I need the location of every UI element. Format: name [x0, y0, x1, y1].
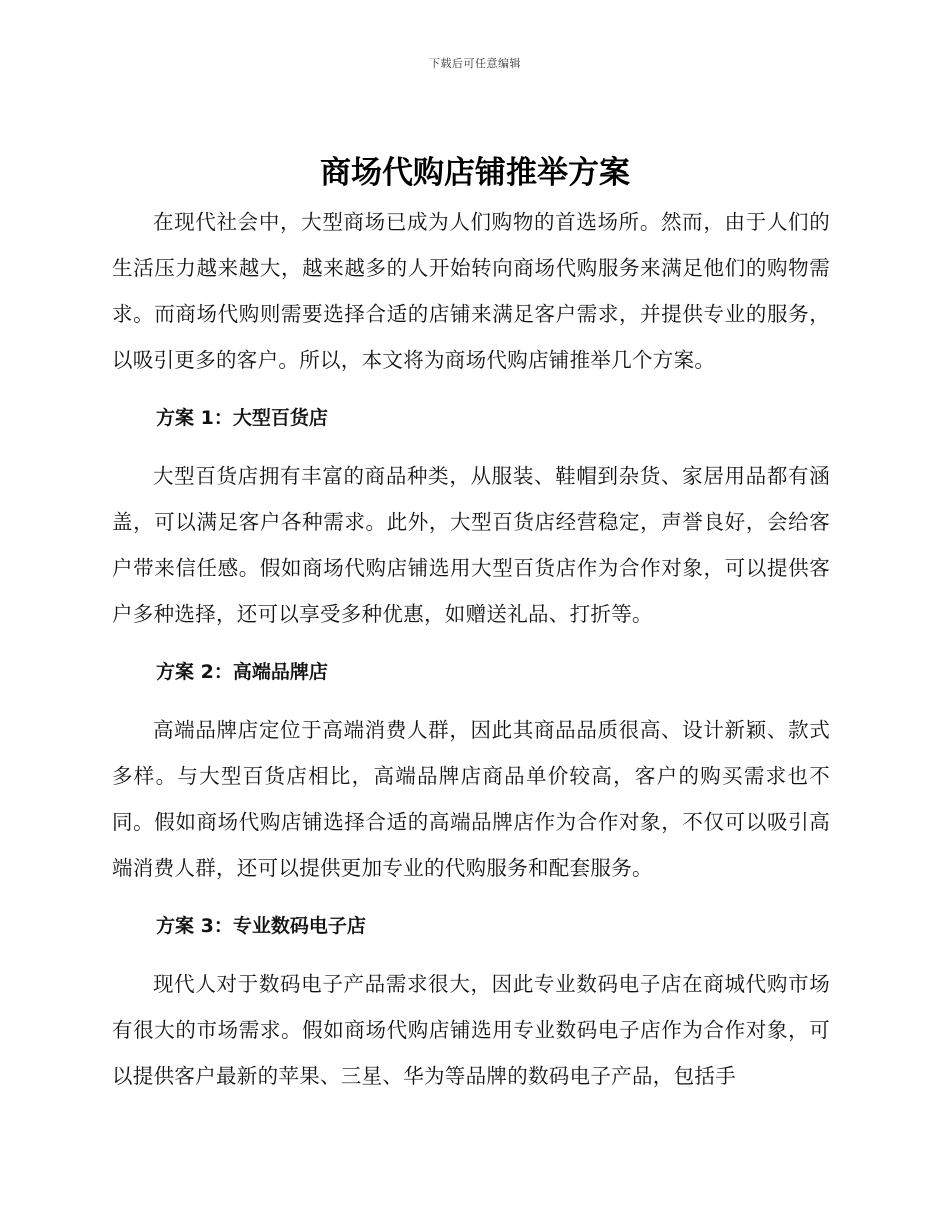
- section-paragraph-1: 大型百货店拥有丰富的商品种类，从服装、鞋帽到杂货、家居用品都有涵盖，可以满足客户各种需求。此外，大型百货店经营稳定，声誉良好，会给客户带来信任感。假如商场代购店铺选用大型百货店作为合作对象，可以提供客户多种选择，还可以享受多种优惠，如赠送礼品、打折等。: [112, 464, 830, 626]
- header-note: 下载后可任意编辑: [429, 57, 521, 70]
- section-heading-3: 方案 3：专业数码电子店: [156, 915, 366, 937]
- section-paragraph-2: 高端品牌店定位于高端消费人群，因此其商品品质很高、设计新颖、款式多样。与大型百货店相比，高端品牌店商品单价较高，客户的购买需求也不同。假如商场代购店铺选择合适的高端品牌店作为合作对象，不仅可以吸引高端消费人群，还可以提供更加专业的代购服务和配套服务。: [112, 718, 830, 880]
- section-heading-2: 方案 2：高端品牌店: [156, 661, 328, 683]
- document-title: 商场代购店铺推举方案: [320, 155, 630, 191]
- intro-paragraph: 在现代社会中，大型商场已成为人们购物的首选场所。然而，由于人们的生活压力越来越大，越来越多的人开始转向商场代购服务来满足他们的购物需求。而商场代购则需要选择合适的店铺来满足客户需求，并提供专业的服务，以吸引更多的客户。所以，本文将为商场代购店铺推举几个方案。: [112, 210, 830, 372]
- document-body: [112, 199, 830, 1099]
- section-paragraph-3: 现代人对于数码电子产品需求很大，因此专业数码电子店在商城代购市场有很大的市场需求。假如商场代购店铺选用专业数码电子店作为合作对象，可以提供客户最新的苹果、三星、华为等品牌的数码电子产品，包括手: [112, 972, 830, 1088]
- section-heading-1: 方案 1：大型百货店: [156, 407, 328, 429]
